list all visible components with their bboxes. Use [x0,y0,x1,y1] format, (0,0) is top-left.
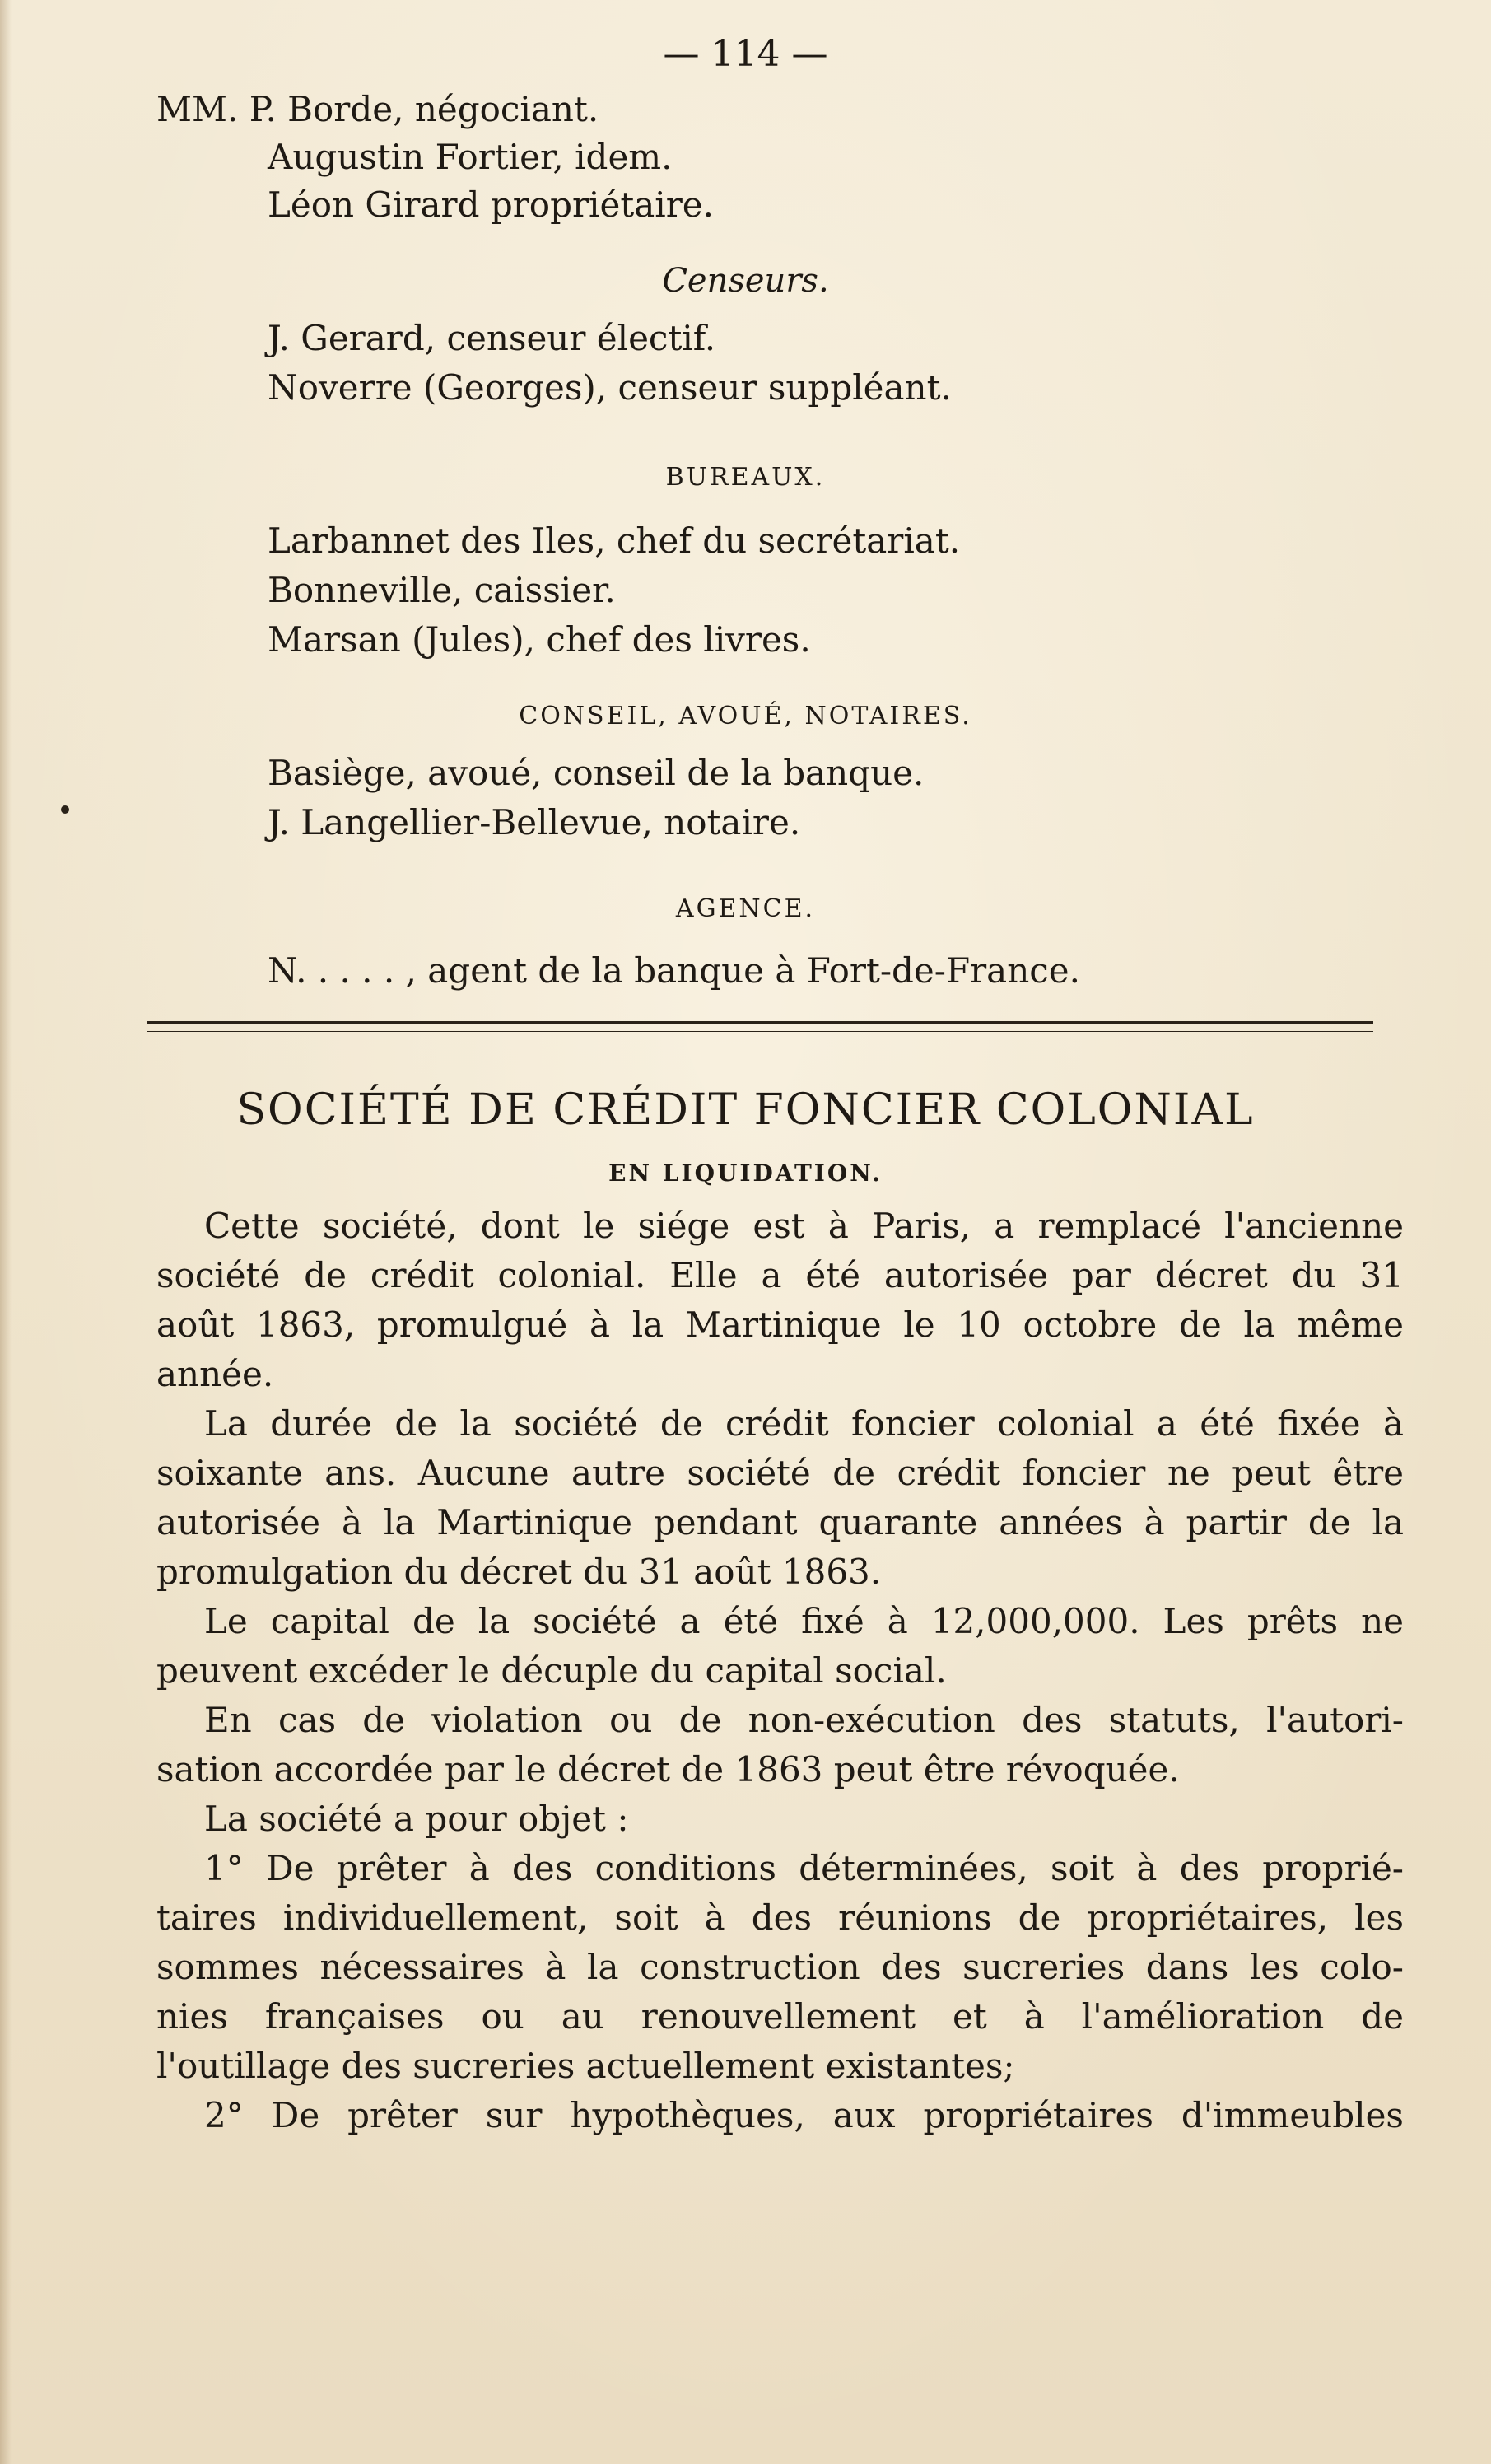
body-line: Le capital de la société a été fixé à 12,000,000. Les prêts ne [204,1601,1404,1641]
section-heading-conseil: CONSEIL, AVOUÉ, NOTAIRES. [519,702,972,730]
section-subtitle: EN LIQUIDATION. [608,1160,883,1187]
bureau-line: Bonneville, caissier. [268,570,616,610]
body-line: année. [156,1354,274,1394]
body-line: 2° De prêter sur hypothèques, aux propriétaires d'immeubles [204,2095,1404,2135]
body-line: sation accordée par le décret de 1863 peut être révoquée. [156,1749,1180,1790]
page-number: — 114 — [663,33,828,75]
body-line: La société a pour objet : [204,1799,629,1839]
member-line: MM. P. Borde, négociant. [156,89,599,129]
member-line: Léon Girard propriétaire. [268,184,714,225]
bureau-line: Larbannet des Iles, chef du secrétariat. [268,520,961,561]
body-line: promulgation du décret du 31 août 1863. [156,1552,882,1592]
bureau-line: Marsan (Jules), chef des livres. [268,619,811,660]
body-line: nies françaises ou au renouvellement et à l'amélioration de [156,1996,1404,2037]
body-line: l'outillage des sucreries actuellement existantes; [156,2046,1015,2086]
conseil-line: J. Langellier-Bellevue, notaire. [268,802,801,842]
agence-line: N. . . . . , agent de la banque à Fort-de-France. [268,950,1080,991]
body-line: La durée de la société de crédit foncier colonial a été fixée à [204,1403,1404,1444]
section-title: SOCIÉTÉ DE CRÉDIT FONCIER COLONIAL [236,1085,1255,1135]
body-line: 1° De prêter à des conditions déterminées, soit à des proprié- [204,1848,1404,1888]
page-edge-shadow [0,0,12,2464]
censeur-line: Noverre (Georges), censeur suppléant. [268,367,952,408]
member-line: Augustin Fortier, idem. [268,137,673,177]
body-line: août 1863, promulgué à la Martinique le 10 octobre de la même [156,1304,1404,1345]
section-heading-censeurs: Censeurs. [662,262,829,300]
body-line: sommes nécessaires à la construction des sucreries dans les colo- [156,1947,1404,1987]
body-line: peuvent excéder le décuple du capital social. [156,1650,947,1691]
censeur-line: J. Gerard, censeur électif. [268,318,716,358]
section-rule [147,1021,1373,1024]
body-line: Cette société, dont le siége est à Paris, a remplacé l'ancienne [204,1206,1404,1246]
body-line: société de crédit colonial. Elle a été autorisée par décret du 31 [156,1255,1404,1295]
body-line: En cas de violation ou de non-exécution des statuts, l'autori- [204,1700,1404,1740]
conseil-line: Basiège, avoué, conseil de la banque. [268,753,925,793]
body-line: taires individuellement, soit à des réunions de propriétaires, les [156,1897,1404,1938]
body-line: soixante ans. Aucune autre société de crédit foncier ne peut être [156,1453,1404,1493]
margin-ink-dot [61,805,69,814]
body-line: autorisée à la Martinique pendant quarante années à partir de la [156,1502,1404,1542]
section-heading-agence: AGENCE. [675,894,816,923]
section-heading-bureaux: BUREAUX. [665,463,826,492]
section-rule-thin [147,1031,1373,1032]
